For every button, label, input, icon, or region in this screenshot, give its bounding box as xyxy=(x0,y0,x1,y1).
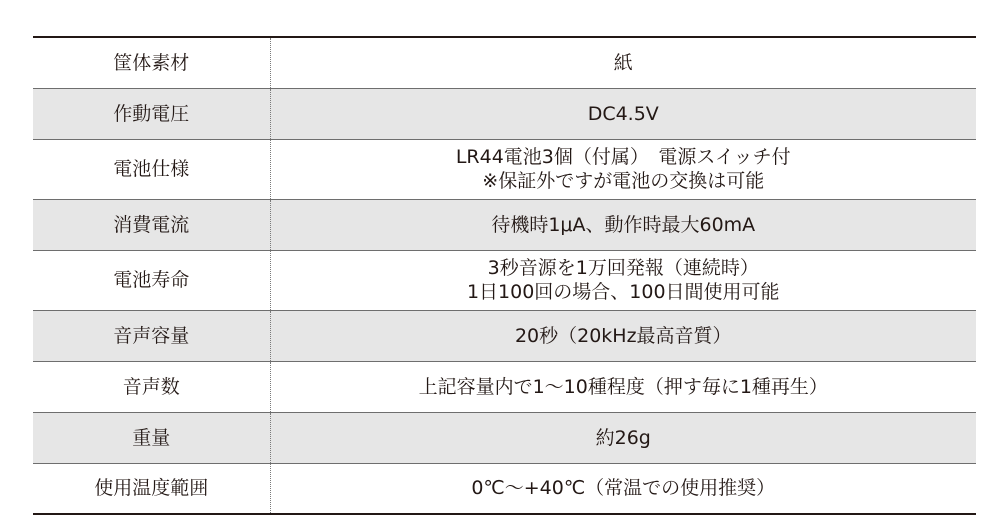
spec-label: 作動電圧 xyxy=(33,88,270,139)
spec-value xyxy=(270,361,976,412)
spec-row-case-material xyxy=(33,37,976,88)
spec-label: 筐体素材 xyxy=(33,37,270,88)
spec-row-operating-temperature xyxy=(33,463,976,514)
spec-row-weight xyxy=(33,412,976,463)
spec-value-line: 1日100回の場合、100日間使用可能 xyxy=(466,281,780,303)
spec-value-line: 上記容量内で1～10種程度（押す毎に1種再生） xyxy=(418,375,828,398)
spec-value xyxy=(270,88,976,139)
spec-value-line: LR44電池3個（付属） 電源スイッチ付 xyxy=(455,146,791,168)
spec-value xyxy=(270,199,976,250)
spec-table xyxy=(33,36,976,515)
spec-value-line: 待機時1μA、動作時最大60mA xyxy=(491,213,756,236)
spec-row-sound-count xyxy=(33,361,976,412)
spec-value-line: ※保証外ですが電池の交換は可能 xyxy=(482,170,765,192)
spec-value xyxy=(270,310,976,361)
spec-label: 消費電流 xyxy=(33,199,270,250)
spec-value-line: 20秒（20kHz最高音質） xyxy=(514,324,732,347)
spec-row-audio-capacity xyxy=(33,310,976,361)
spec-value-line: 3秒音源を1万回発報（連続時） xyxy=(487,257,759,279)
spec-label: 重量 xyxy=(33,412,270,463)
spec-value xyxy=(270,37,976,88)
spec-row-battery-life xyxy=(33,250,976,310)
spec-row-battery-spec xyxy=(33,139,976,199)
spec-label: 音声数 xyxy=(33,361,270,412)
spec-value xyxy=(270,139,976,199)
spec-label: 使用温度範囲 xyxy=(33,463,270,514)
spec-label: 音声容量 xyxy=(33,310,270,361)
spec-value-line: 紙 xyxy=(613,51,633,74)
spec-row-current-consumption xyxy=(33,199,976,250)
spec-value xyxy=(270,250,976,310)
spec-value-line: 約26g xyxy=(595,426,651,449)
spec-label: 電池寿命 xyxy=(33,250,270,310)
spec-row-operating-voltage xyxy=(33,88,976,139)
spec-value xyxy=(270,463,976,514)
spec-value-line: DC4.5V xyxy=(587,102,659,125)
spec-value xyxy=(270,412,976,463)
spec-label: 電池仕様 xyxy=(33,139,270,199)
spec-value-line: 0℃～+40℃（常温での使用推奨） xyxy=(471,477,776,500)
